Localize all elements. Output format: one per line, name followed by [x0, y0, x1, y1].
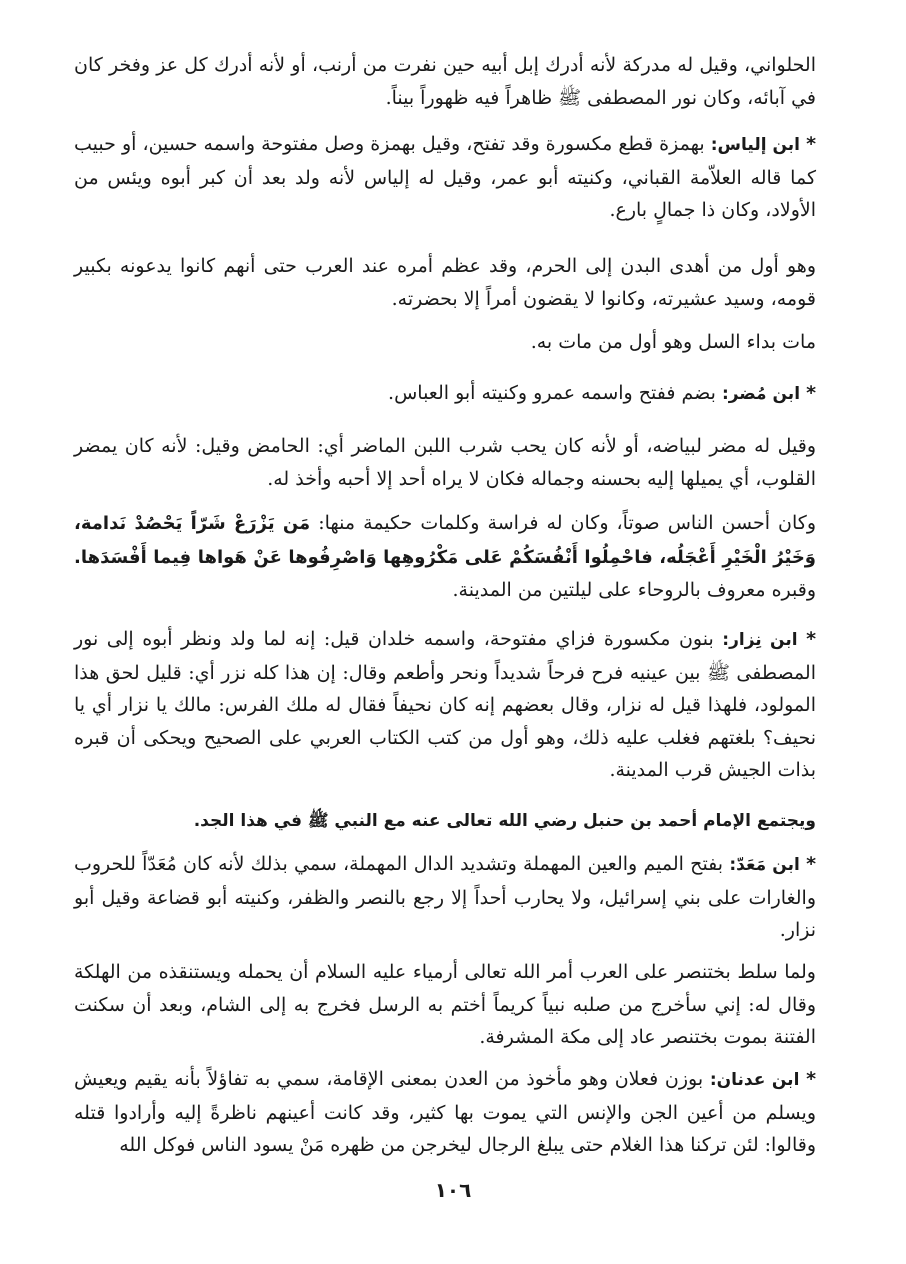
paragraph-text: ولما سلط بختنصر على العرب أمر الله تعالى أرمياء عليه السلام أن يحمله ويستنقذه من الهلكة وقال له: إني سأخرج من صلبه نبياً كريماً أختم به الرسل فخرج به إلى الشام، وبعد أن سكنت الفتنة بموت بختنصر عاد إلى مكة المشرفة.	[74, 961, 816, 1048]
page-number: ١٠٦	[434, 1178, 472, 1202]
paragraph-ilyas-death	[74, 326, 816, 359]
entry-ilyas	[74, 128, 816, 227]
entry-term: ابن إلياس:	[710, 135, 800, 155]
entry-star: *	[806, 133, 816, 155]
section-heading: ويجتمع الإمام أحمد بن حنبل رضي الله تعالى عنه مع النبي ﷺ في هذا الجد.	[193, 811, 816, 831]
paragraph-ilyas-deeds	[74, 250, 816, 315]
entry-star: *	[806, 382, 816, 404]
paragraph-mudar-name	[74, 430, 816, 495]
paragraph-text: مات بداء السل وهو أول من مات به.	[530, 331, 816, 353]
paragraph-text: وهو أول من أهدى البدن إلى الحرم، وقد عظم أمره عند العرب حتى أنهم كانوا يدعونه بكبير قومه، وسيد عشيرته، وكانوا لا يقضون أمراً إلا بحضرته.	[74, 255, 816, 310]
entry-term: ابن مُضر:	[721, 384, 801, 404]
wisdom-quote: مَن يَزْرَعْ شَرّاً يَحْصُدْ نَدامة، وَخَيْرُ الْخَيْرِ أَعْجَلُه، فاحْمِلُوا أَنْفُسَكُمْ عَلى مَكْرُوهِها وَاصْرِفُوها عَنْ هَواها فِيما أَفْسَدَها.	[74, 513, 816, 568]
entry-star: *	[806, 1068, 817, 1090]
paragraph-madraka	[74, 49, 816, 114]
heading-imam-ahmad	[74, 804, 816, 838]
paragraph-text: وقيل له مضر لبياضه، أو لأنه كان يحب شرب اللبن الماضر أي: الحامض وقيل: لأنه كان يمضر القلوب، أي يميلها إليه بحسنه وجماله فكان لا يراه أحد إلا أحبه وأخذ له.	[74, 435, 816, 490]
entry-adnan	[74, 1063, 816, 1162]
entry-mudar	[74, 377, 816, 411]
entry-term: ابن نِزار:	[722, 630, 798, 650]
paragraph-mudar-wisdom	[74, 507, 816, 607]
entry-maadd	[74, 848, 816, 947]
entry-term: ابن مَعَدّ:	[729, 855, 800, 875]
paragraph-text-after: وقبره معروف بالروحاء على ليلتين من المدينة.	[452, 579, 816, 601]
entry-star: *	[806, 628, 816, 650]
paragraph-text: وكان أحسن الناس صوتاً، وكان له فراسة وكلمات حكيمة منها:	[318, 512, 816, 534]
paragraph-text: الحلواني، وقيل له مدركة لأنه أدرك إبل أبيه حين نفرت من أرنب، أو لأنه أدرك كل عز وفخر كان في آبائه، وكان نور المصطفى ﷺ ظاهراً فيه ظهوراً بيناً.	[74, 54, 816, 109]
entry-nizar	[74, 623, 816, 787]
entry-star: *	[806, 853, 816, 875]
entry-text: بضم ففتح واسمه عمرو وكنيته أبو العباس.	[388, 382, 716, 404]
entry-text: بنون مكسورة فزاي مفتوحة، واسمه خلدان قيل: إنه لما ولد ونظر أبوه إلى نور المصطفى ﷺ بين عينيه فرح فرحاً شديداً ونحر وأطعم وقال: إن هذا كله نزر أي: قليل لحق هذا المولود، فلهذا قيل له نزار، وقال بعضهم إنه كان نحيفاً فقال له ملك الفرس: مالك يا نزار أي يا نحيف؟ بلغتهم فغلب عليه ذلك، وهو أول من كتب الكتاب العربي على الصحيح ويحكى أن قبره بذات الجيش قرب المدينة.	[74, 628, 816, 781]
entry-text: بوزن فعلان وهو مأخوذ من العدن بمعنى الإقامة، سمي به تفاؤلاً بأنه يقيم ويعيش ويسلم من أعين الجن والإنس التي يموت بها كثير، وقد كانت أعينهم ناظرةً إليه وأرادوا قتله وقالوا: لئن تركنا هذا الغلام حتى يبلغ الرجال ليخرجن من ظهره مَنْ يسود الناس فوكل الله	[74, 1068, 816, 1156]
entry-text: بفتح الميم والعين المهملة وتشديد الدال المهملة، سمي بذلك لأنه كان مُعَدّاً للحروب والغارات على بني إسرائيل، ولا يحارب أحداً إلا رجع بالنصر والظفر، وكنيته أبو قضاعة وقيل أبو نزار.	[74, 853, 816, 941]
entry-term: ابن عدنان:	[709, 1070, 800, 1090]
entry-text: بهمزة قطع مكسورة وقد تفتح، وقيل بهمزة وصل مفتوحة واسمه حسين، أو حبيب كما قاله العلاّمة القباني، وكنيته أبو عمر، وقيل له إلياس لأنه ولد بعد أن كبر أبوه ويئس من الأولاد، وكان ذا جمالٍ بارع.	[74, 133, 816, 221]
paragraph-bukhtanassar	[74, 956, 816, 1054]
